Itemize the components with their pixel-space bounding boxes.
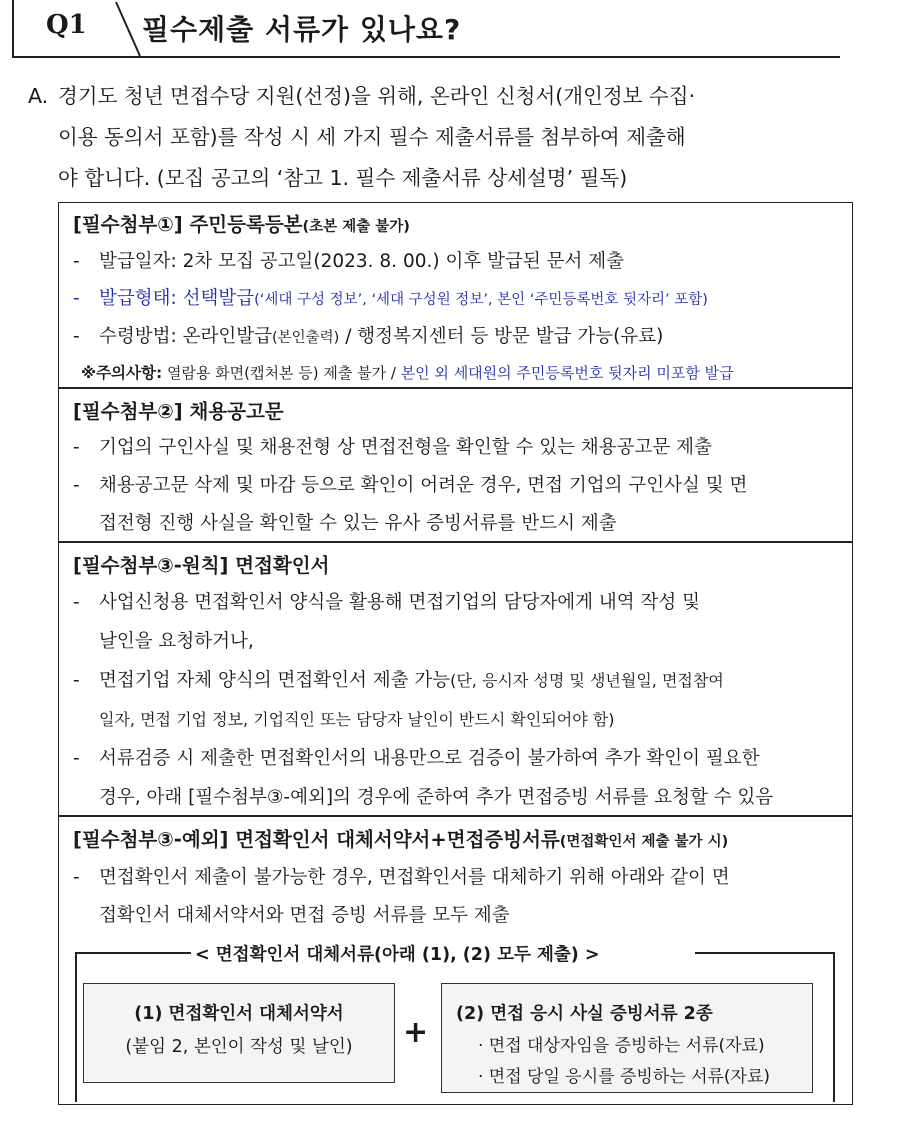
- item-text-small: (본인출력): [271, 330, 340, 346]
- dash: -: [73, 475, 80, 496]
- item-text: 발급일자: 2차 모집 공고일(2023. 8. 00.) 이후 발급된 문서 제출: [99, 251, 624, 272]
- list-item-continued: 일자, 면접 기업 정보, 기업직인 또는 담당자 날인이 반드시 확인되어야 함): [99, 710, 615, 729]
- section-title-text: [필수첨부③-예외] 면접확인서 대체서약서+면접증빙서류: [73, 828, 560, 851]
- section-interview-exception: [59, 823, 852, 935]
- section-title-note: (초본 제출 불가): [302, 219, 410, 235]
- list-item: [73, 429, 852, 467]
- card-subtitle: (붙임 2, 본인이 작성 및 날인): [125, 1037, 353, 1057]
- section-divider: [59, 387, 852, 389]
- caution-text: 열람용 화면(캡처본 등) 제출 불가 /: [162, 364, 401, 382]
- item-text-small: (‘세대 구성 정보’, ‘세대 구성원 정보’, 본인 ‘주민등록번호 뒷자리’ 포함): [254, 292, 708, 308]
- section-interview-confirmation: [59, 549, 852, 817]
- card-bullet: · 면접 당일 응시를 증빙하는 서류(자료): [478, 1067, 771, 1087]
- card-pledge: [83, 983, 395, 1083]
- dash: -: [73, 670, 80, 691]
- item-text: 면접확인서 제출이 불가능한 경우, 면접확인서를 대체하기 위해 아래와 같이 면: [99, 867, 730, 888]
- section-title: [필수첨부③-원칙] 면접확인서: [73, 554, 330, 577]
- section-title-note: (면접확인서 제출 불가 시): [559, 834, 729, 850]
- section-title: [필수첨부②] 채용공고문: [73, 400, 284, 423]
- list-item: [73, 583, 852, 623]
- frame-line: [833, 952, 835, 1102]
- list-item: [73, 859, 852, 897]
- item-text: 서류검증 시 제출한 면접확인서의 내용만으로 검증이 불가하여 추가 확인이 필요한: [99, 748, 760, 769]
- caution-label: ※주의사항:: [81, 364, 163, 382]
- list-item-continued: 경우, 아래 [필수첨부③-예외]의 경우에 준하여 추가 면접증빙 서류를 요청할 수 있음: [99, 787, 774, 808]
- dash: -: [73, 592, 80, 613]
- dash: -: [73, 437, 80, 458]
- header-slash: [112, 0, 142, 58]
- answer-line: 야 합니다. (모집 공고의 ‘참고 1. 필수 제출서류 상세설명’ 필독): [58, 166, 628, 190]
- card-evidence: [441, 983, 813, 1093]
- card-bullet: · 면접 대상자임을 증빙하는 서류(자료): [478, 1036, 765, 1056]
- answer-line: 경기도 청년 면접수당 지원(선정)을 위해, 온라인 신청서(개인정보 수집·: [58, 84, 696, 108]
- frame-line: [695, 952, 835, 954]
- list-item: [73, 318, 852, 357]
- section-resident-registration: [59, 209, 852, 389]
- section-title: [73, 209, 852, 243]
- list-item-continued: 접전형 진행 사실을 확인할 수 있는 유사 증빙서류를 반드시 제출: [99, 513, 617, 534]
- item-text: 사업신청용 면접확인서 양식을 활용해 면접기업의 담당자에게 내역 작성 및: [99, 592, 701, 613]
- list-item: [73, 243, 852, 281]
- question-header: [0, 0, 900, 64]
- item-text: 수령방법: 온라인발급: [99, 326, 272, 347]
- item-text: 면접기업 자체 양식의 면접확인서 제출 가능: [99, 670, 451, 691]
- caution-text-blue: 본인 외 세대원의 주민등록번호 뒷자리 미포함 발급: [400, 364, 734, 382]
- dash: -: [73, 867, 80, 888]
- dash: -: [73, 251, 80, 272]
- card-title: (1) 면접확인서 대체서약서: [134, 1004, 344, 1024]
- answer-line: 이용 동의서 포함)를 작성 시 세 가지 필수 제출서류를 첨부하여 제출해: [58, 125, 686, 149]
- header-frame-left: [12, 0, 14, 58]
- item-text: / 행정복지센터 등 방문 발급 가능(유료): [339, 326, 664, 347]
- list-item-continued: 접확인서 대체서약서와 면접 증빙 서류를 모두 제출: [99, 905, 510, 926]
- list-item: [73, 739, 852, 779]
- item-text: 발급형태: 선택발급: [99, 288, 255, 309]
- answer-label: A.: [28, 84, 49, 108]
- section-divider: [59, 815, 852, 817]
- item-text-small: (단, 응시자 성명 및 생년월일, 면접참여: [450, 671, 724, 690]
- list-item: [73, 467, 852, 505]
- question-label: Q1: [46, 10, 87, 40]
- item-text: 채용공고문 삭제 및 마감 등으로 확인이 어려운 경우, 면접 기업의 구인사실 및 면: [99, 475, 748, 496]
- caution-note: [73, 357, 852, 389]
- list-item-continued: 날인을 요청하거나,: [99, 631, 254, 652]
- frame-line: [75, 952, 77, 1102]
- dash: -: [73, 326, 80, 347]
- item-text: 기업의 구인사실 및 채용전형 상 면접전형을 확인할 수 있는 채용공고문 제출: [99, 437, 712, 458]
- dash: -: [73, 288, 80, 309]
- answer-text: [58, 76, 858, 199]
- dash: -: [73, 748, 80, 769]
- alternative-documents-title: < 면접확인서 대체서류(아래 (1), (2) 모두 제출) >: [195, 945, 600, 965]
- card-title: (2) 면접 응시 사실 증빙서류 2종: [456, 1004, 713, 1024]
- section-title: [73, 823, 852, 859]
- section-title-text: [필수첨부①] 주민등록등본: [73, 213, 303, 236]
- section-divider: [59, 541, 852, 543]
- plus-sign: +: [403, 1015, 429, 1050]
- documents-box: [58, 202, 853, 1105]
- question-title: 필수제출 서류가 있나요?: [142, 13, 462, 46]
- frame-line: [75, 952, 191, 954]
- list-item: [73, 281, 852, 318]
- section-job-posting: [59, 395, 852, 543]
- list-item: [73, 661, 852, 701]
